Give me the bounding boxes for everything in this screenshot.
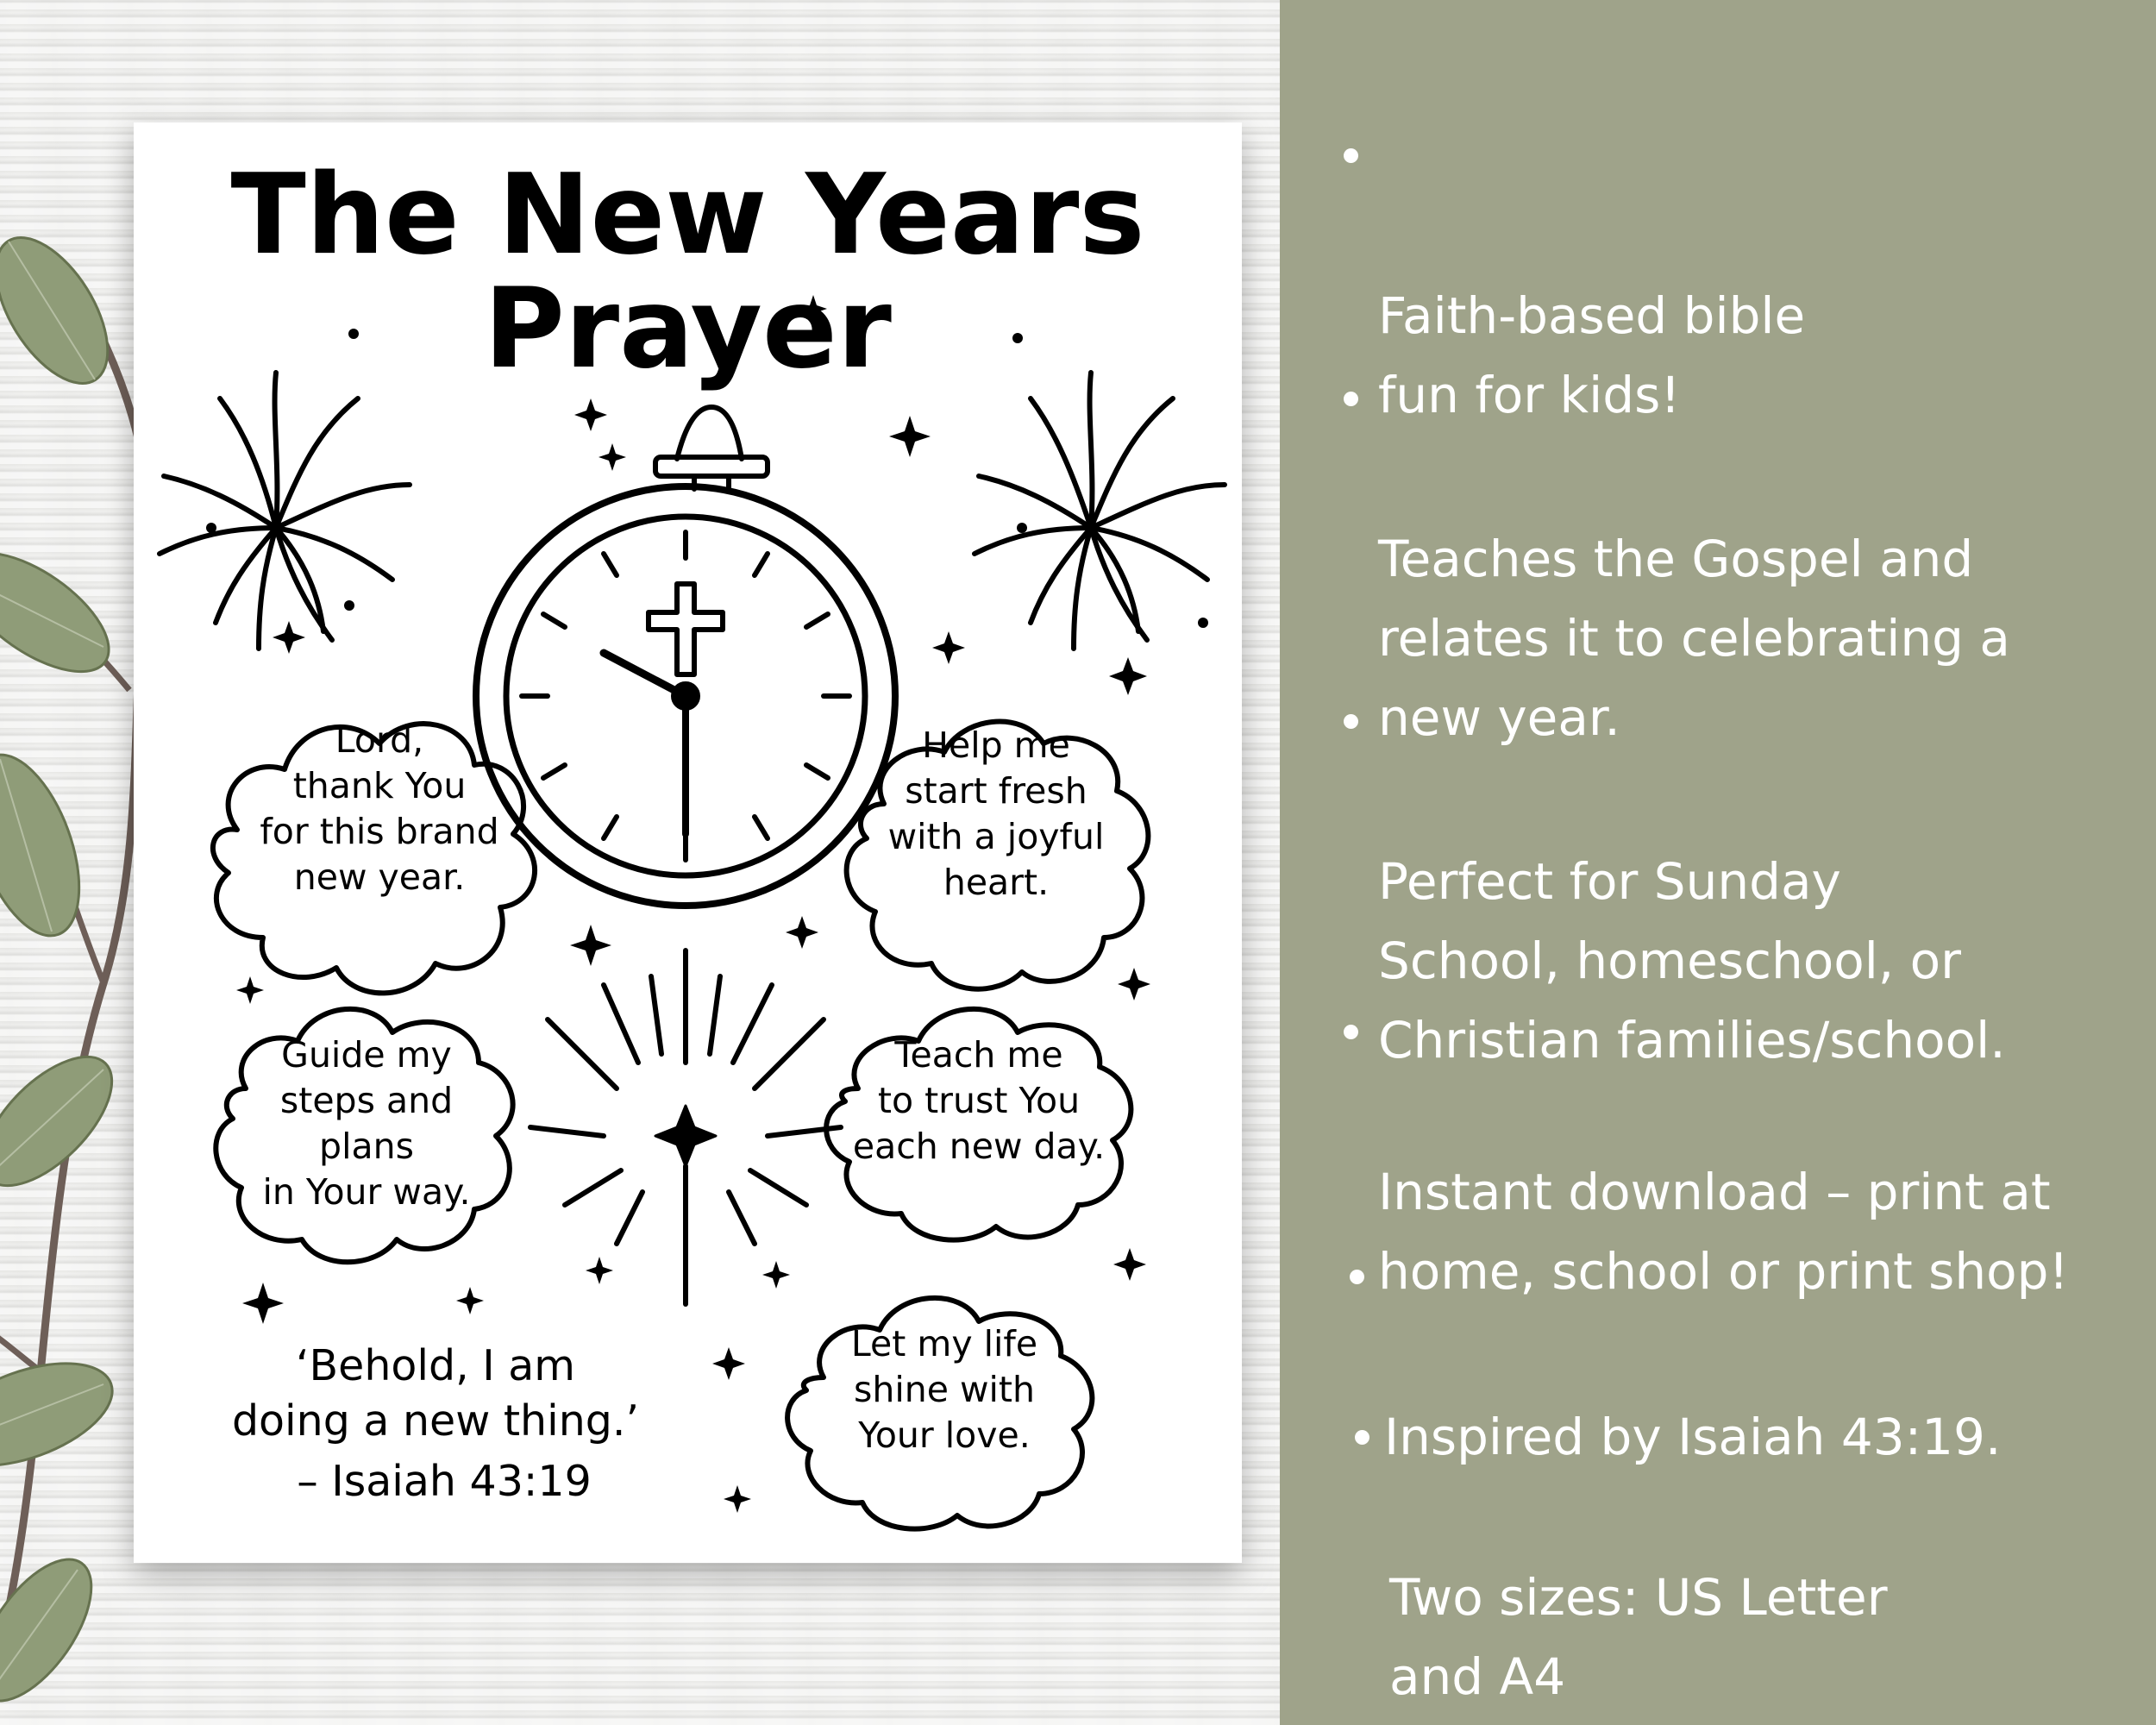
bullet-icon xyxy=(1355,1430,1369,1445)
verse-quote: ‘Behold, I am doing a new thing.’ xyxy=(231,1341,640,1446)
feature-text: Faith-based bible fun for kids! xyxy=(1378,286,1806,424)
firework-icon xyxy=(975,373,1225,649)
firework-icon xyxy=(160,373,410,649)
prayer-bubble-trust-you: Teach me to trust You each new day. xyxy=(852,1034,1106,1167)
prayer-bubble-start-fresh: Help me start fresh with a joyful heart. xyxy=(887,724,1105,903)
sparkle-icon xyxy=(530,950,841,1304)
feature-text: Two sizes: US Letter and A4 xyxy=(1389,1568,1888,1706)
feature-text: Perfect for Sunday School, homeschool, or Christian families/school. xyxy=(1378,852,2006,1070)
cross-icon xyxy=(649,584,723,674)
feature-text: Instant download – print at home, school or print shop! xyxy=(1378,1163,2069,1301)
bullet-icon xyxy=(1344,714,1358,729)
coloring-page xyxy=(134,122,1242,1563)
bullet-icon xyxy=(1350,1270,1364,1284)
prayer-bubble-guide-me: Guide my steps and plans in Your way. xyxy=(262,1034,471,1213)
verse-reference: – Isaiah 43:19 xyxy=(297,1457,592,1506)
clock-icon xyxy=(476,407,895,906)
sheet-title: The New Years Prayer xyxy=(230,151,1145,393)
feature-text: Inspired by Isaiah 43:19. xyxy=(1384,1408,2002,1466)
feature-text: Teaches the Gospel and relates it to celebrating a new year. xyxy=(1378,530,2010,747)
feature-panel xyxy=(1280,0,2156,1725)
prayer-bubble-thank-you: Lord, thank You for this brand new year. xyxy=(260,719,499,898)
bullet-icon xyxy=(1344,392,1358,406)
prayer-bubble-shine: Let my life shine with Your love. xyxy=(850,1323,1038,1456)
bible-verse xyxy=(211,1339,660,1509)
bullet-icon xyxy=(1344,148,1358,163)
bullet-icon xyxy=(1344,1025,1358,1039)
feature-item xyxy=(1389,1399,1888,1716)
